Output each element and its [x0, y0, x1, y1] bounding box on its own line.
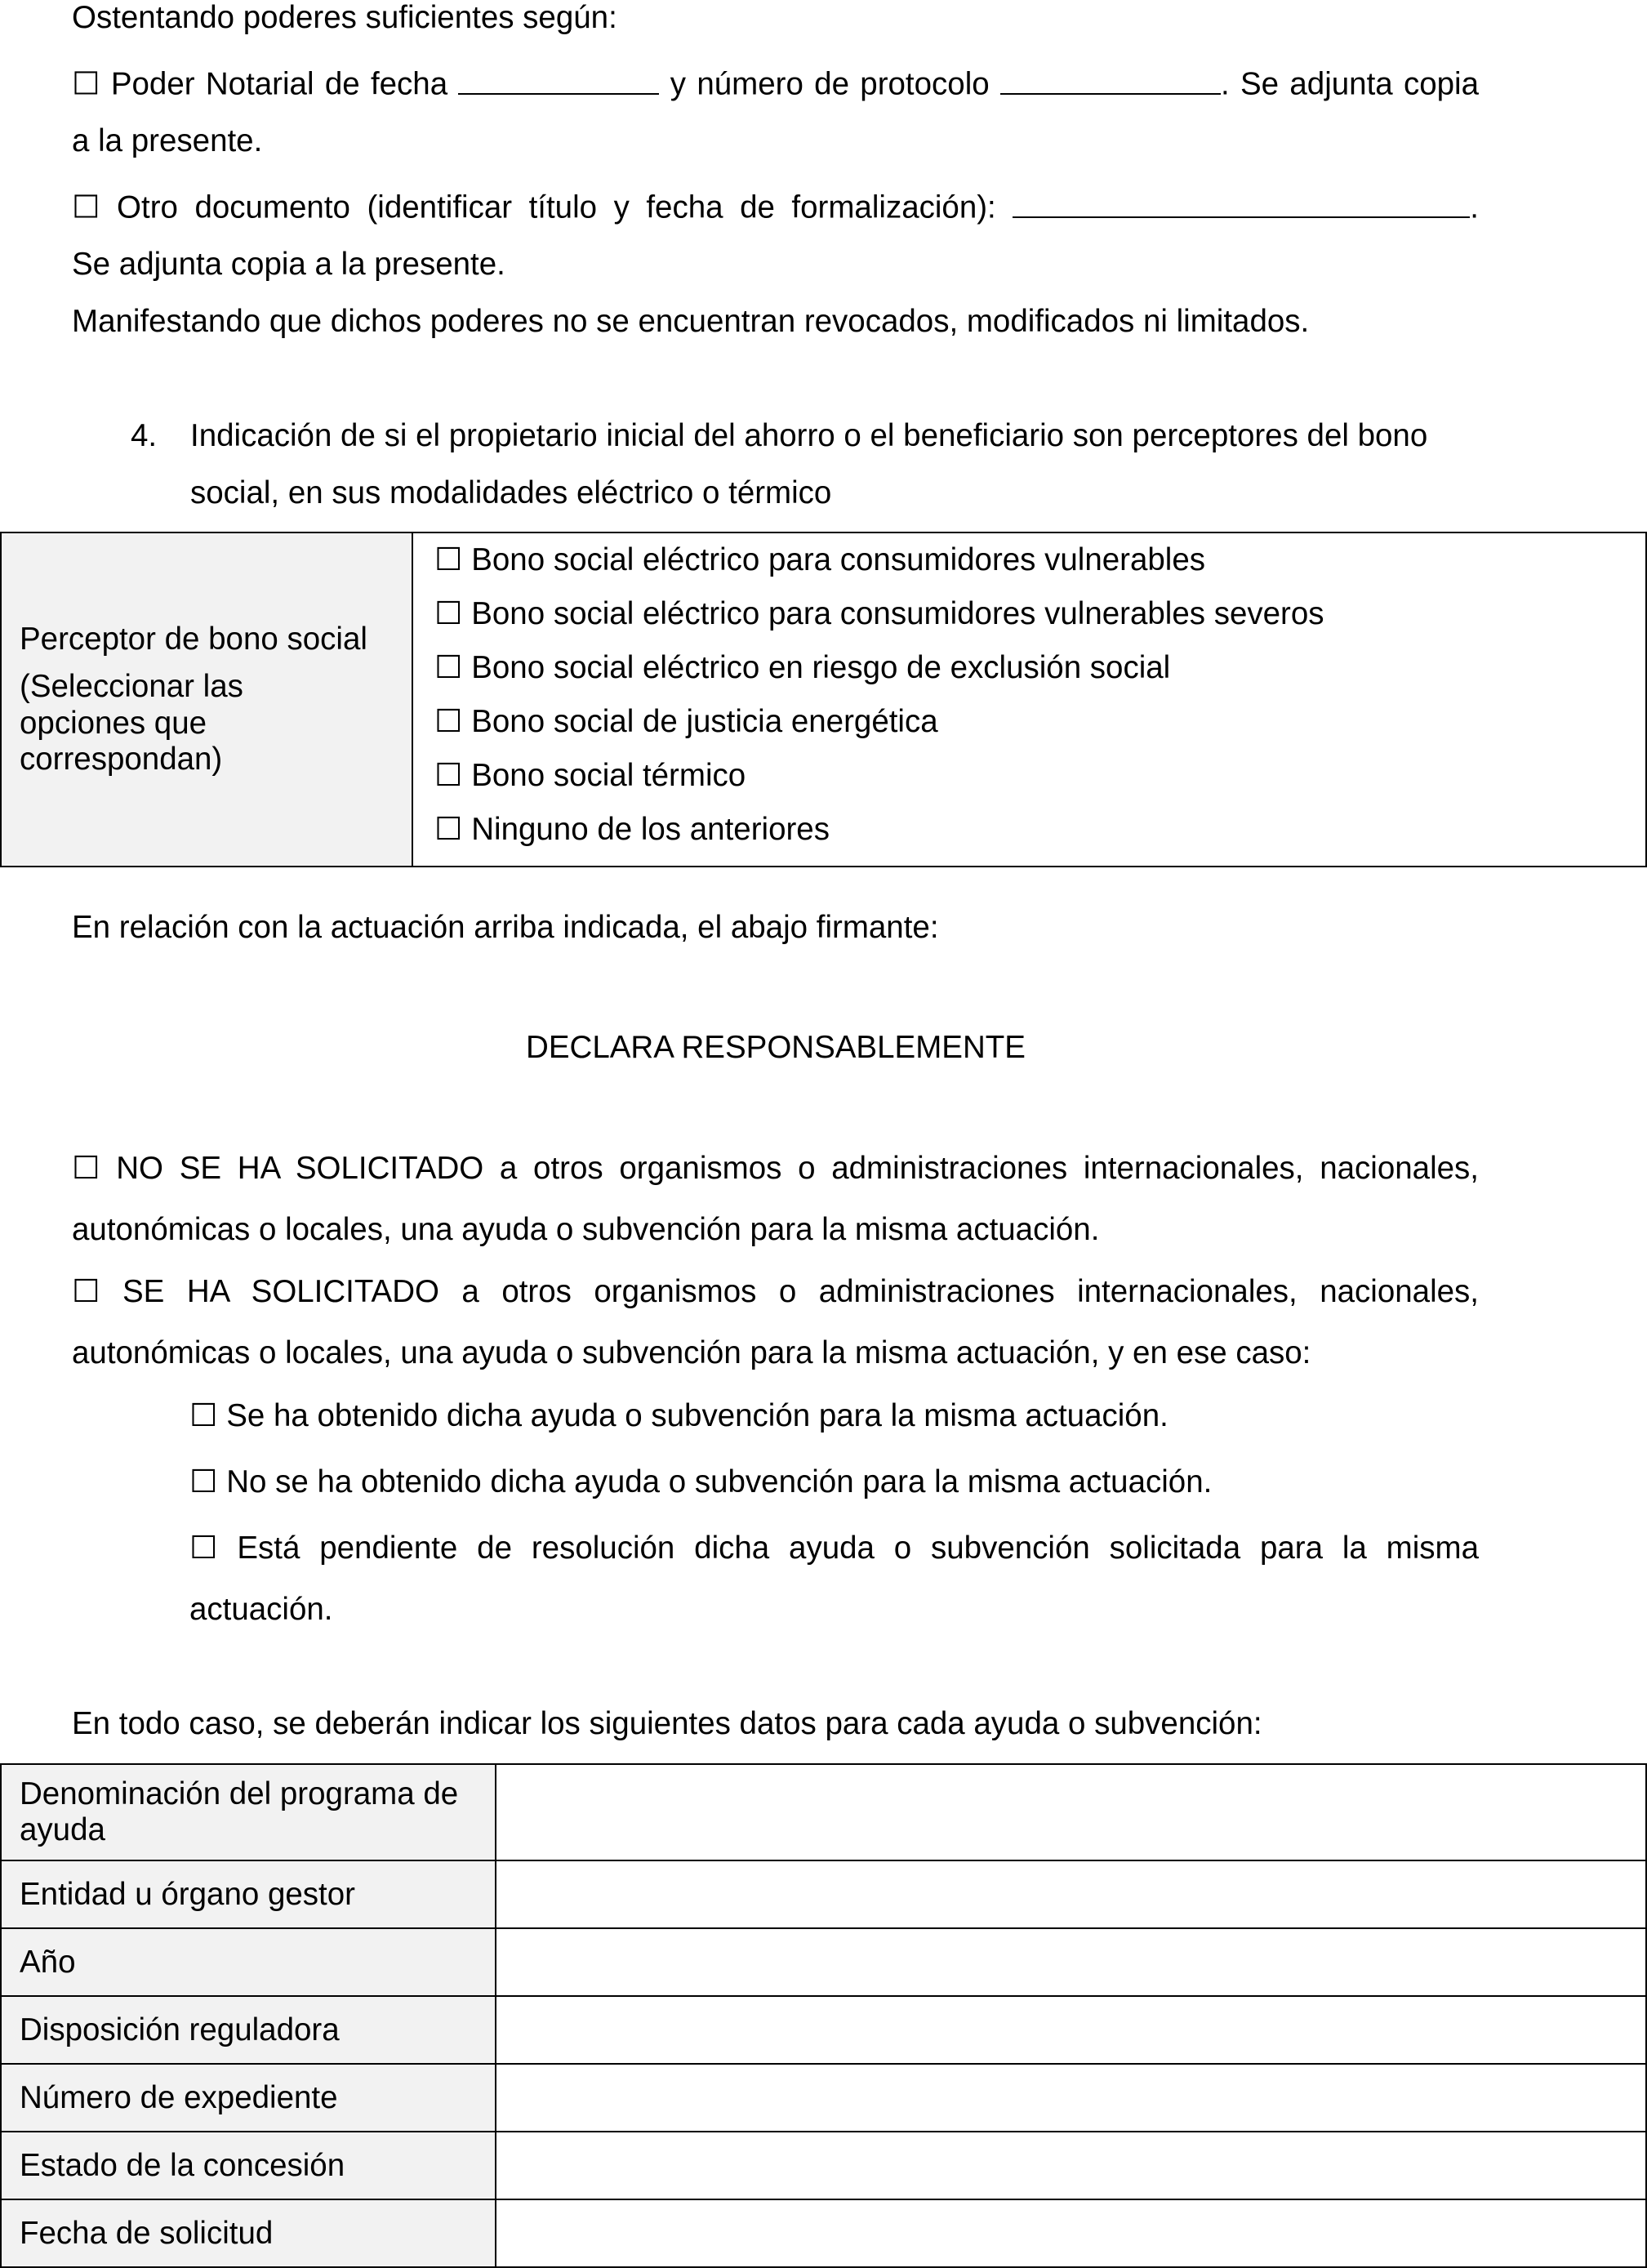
checkbox-icon[interactable]: ☐ — [72, 189, 100, 225]
bono-option-vulnerables-severos[interactable]: ☐ Bono social eléctrico para consumidores vulnerables severos — [434, 596, 1324, 631]
aid-label-entidad: Entidad u órgano gestor — [1, 1860, 496, 1928]
other-document-line — [72, 185, 1479, 226]
aid-value-programa[interactable] — [496, 1764, 1646, 1860]
relation-text: En relación con la actuación arriba indicada, el abajo firmante: — [72, 910, 939, 945]
bono-option-justicia-energetica[interactable]: ☐ Bono social de justicia energética — [434, 704, 938, 739]
section-heading-line1: Indicación de si el propietario inicial del ahorro o el beneficiario son perceptores del bono — [190, 418, 1428, 453]
powers-intro: Ostentando poderes suficientes según: — [72, 0, 617, 35]
other-document-continuation: Se adjunta copia a la presente. — [72, 247, 505, 282]
notarial-continuation: a la presente. — [72, 123, 263, 158]
protocol-number-field[interactable] — [1000, 61, 1221, 95]
requested-line2: autonómicas o locales, una ayuda o subvención para la misma actuación, y en ese caso: — [72, 1335, 1311, 1370]
table-row — [1, 1996, 1646, 2064]
bono-social-label-cell — [1, 532, 412, 867]
notarial-prefix: Poder Notarial de fecha — [110, 66, 448, 102]
aid-value-fecha[interactable] — [496, 2199, 1646, 2267]
table-row — [1, 2199, 1646, 2267]
notarial-power-line — [72, 61, 1479, 103]
bono-social-label-note: (Seleccionar las opciones que correspondan) — [20, 669, 243, 777]
other-document-prefix: Otro documento (identificar título y fecha de formalización): — [117, 189, 996, 225]
sub-option-not-obtained[interactable]: ☐ No se ha obtenido dicha ayuda o subvención para la misma actuación. — [189, 1464, 1213, 1499]
table-row — [1, 1928, 1646, 1996]
table-row — [1, 1860, 1646, 1928]
checkbox-icon[interactable]: ☐ — [72, 66, 100, 102]
requested-line1[interactable]: ☐ SE HA SOLICITADO a otros organismos o administraciones internacionales, nacionales, — [72, 1274, 1479, 1309]
table-row — [1, 2064, 1646, 2132]
powers-statement: Manifestando que dichos poderes no se encuentran revocados, modificados ni limitados. — [72, 304, 1310, 339]
section-number: 4. — [131, 418, 158, 453]
aid-label-programa: Denominación del programa de ayuda — [1, 1764, 496, 1860]
aid-intro: En todo caso, se deberán indicar los siguientes datos para cada ayuda o subvención: — [72, 1706, 1262, 1741]
sub-option-pending-line1[interactable]: ☐ Está pendiente de resolución dicha ayuda o subvención solicitada para la misma — [189, 1531, 1479, 1566]
no-requested-line1[interactable]: ☐ NO SE HA SOLICITADO a otros organismos o administraciones internacionales, nacionales, — [72, 1151, 1479, 1186]
notarial-date-field[interactable] — [458, 61, 659, 95]
aid-value-entidad[interactable] — [496, 1860, 1646, 1928]
other-document-suffix: . — [1470, 189, 1479, 225]
notarial-middle: y número de protocolo — [670, 66, 990, 102]
bono-option-vulnerables[interactable]: ☐ Bono social eléctrico para consumidores vulnerables — [434, 542, 1206, 577]
aid-value-ano[interactable] — [496, 1928, 1646, 1996]
bono-social-table — [0, 532, 1647, 867]
section-heading-line2: social, en sus modalidades eléctrico o térmico — [190, 475, 832, 510]
aid-label-estado: Estado de la concesión — [1, 2132, 496, 2199]
bono-social-options-cell — [412, 532, 1646, 867]
aid-label-disposicion: Disposición reguladora — [1, 1996, 496, 2064]
aid-label-fecha: Fecha de solicitud — [1, 2199, 496, 2267]
bono-option-exclusion-social[interactable]: ☐ Bono social eléctrico en riesgo de exclusión social — [434, 650, 1171, 685]
aid-data-table — [0, 1763, 1647, 2268]
declaration-title: DECLARA RESPONSABLEMENTE — [526, 1030, 1026, 1065]
table-row — [1, 2132, 1646, 2199]
aid-value-expediente[interactable] — [496, 2064, 1646, 2132]
aid-value-estado[interactable] — [496, 2132, 1646, 2199]
bono-option-termico[interactable]: ☐ Bono social térmico — [434, 758, 746, 793]
notarial-suffix: . Se adjunta copia — [1220, 66, 1480, 102]
bono-social-label: Perceptor de bono social — [20, 621, 367, 657]
aid-value-disposicion[interactable] — [496, 1996, 1646, 2064]
table-row — [1, 1764, 1646, 1860]
no-requested-line2: autonómicas o locales, una ayuda o subvención para la misma actuación. — [72, 1212, 1100, 1247]
sub-option-pending-line2: actuación. — [189, 1592, 333, 1627]
aid-label-ano: Año — [1, 1928, 496, 1996]
sub-option-obtained[interactable]: ☐ Se ha obtenido dicha ayuda o subvención para la misma actuación. — [189, 1398, 1168, 1433]
other-document-field[interactable] — [1013, 185, 1470, 218]
aid-label-expediente: Número de expediente — [1, 2064, 496, 2132]
bono-option-ninguno[interactable]: ☐ Ninguno de los anteriores — [434, 812, 830, 847]
